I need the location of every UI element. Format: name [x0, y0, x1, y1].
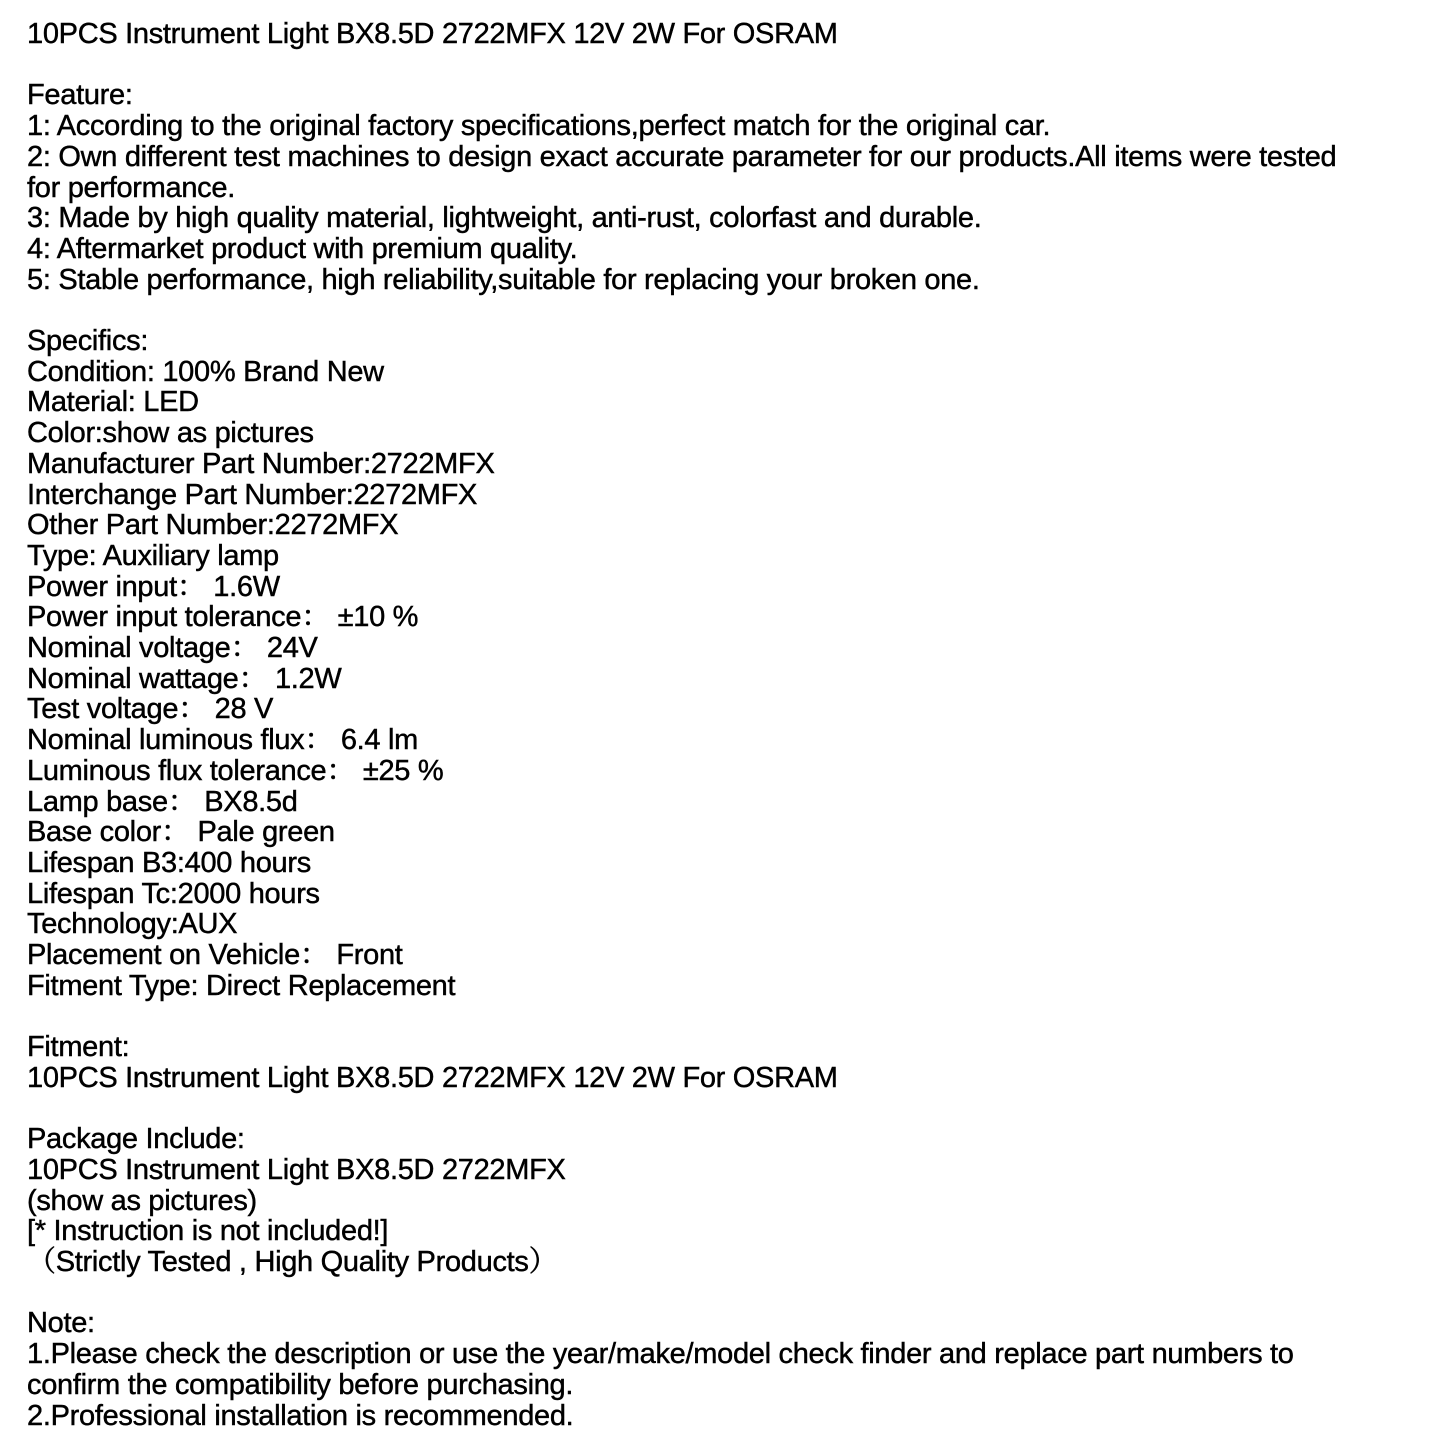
spec-lifespan-b3: Lifespan B3:400 hours [27, 846, 311, 879]
spec-power-input: Power input： 1.6W [27, 570, 280, 603]
text-line: for performance. [27, 171, 235, 204]
text-line: 2: Own different test machines to design exact accurate parameter for our products.All items were tested [27, 140, 1337, 173]
text-line: (show as pictures) [27, 1184, 257, 1217]
text-line: 4: Aftermarket product with premium quality. [27, 232, 578, 265]
text-line: 10PCS Instrument Light BX8.5D 2722MFX 12V 2W For OSRAM [27, 1061, 838, 1094]
note-section [27, 1308, 1425, 1431]
section-heading: Specifics: [27, 325, 149, 357]
text-line: 10PCS Instrument Light BX8.5D 2722MFX [27, 1153, 566, 1186]
spec-type: Type: Auxiliary lamp [27, 539, 279, 572]
section-heading: Feature: [27, 79, 133, 112]
spec-manufacturer-part-number: Manufacturer Part Number:2722MFX [27, 447, 495, 480]
specifics-section [27, 326, 1425, 1001]
spec-lifespan-tc: Lifespan Tc:2000 hours [27, 877, 320, 910]
spec-fitment-type: Fitment Type: Direct Replacement [27, 969, 456, 1002]
spec-lamp-base: Lamp base： BX8.5d [27, 785, 298, 818]
spec-other-part-number: Other Part Number:2272MFX [27, 509, 399, 542]
spec-material: Material: LED [27, 386, 199, 419]
text-line: 3: Made by high quality material, lightweight, anti-rust, colorfast and durable. [27, 202, 982, 235]
spec-nominal-luminous-flux: Nominal luminous flux： 6.4 lm [27, 724, 418, 757]
spec-luminous-flux-tolerance: Luminous flux tolerance： ±25 % [27, 754, 444, 787]
spec-color: Color:show as pictures [27, 417, 314, 450]
section-heading: Package Include: [27, 1123, 245, 1156]
text-line: 2.Professional installation is recommended. [27, 1399, 574, 1432]
page-title: 10PCS Instrument Light BX8.5D 2722MFX 12V 2W For OSRAM [27, 18, 838, 50]
text-line: （Strictly Tested , High Quality Products） [27, 1246, 558, 1279]
text-line: confirm the compatibility before purchasing. [27, 1368, 574, 1401]
title-section [27, 19, 1425, 50]
spec-nominal-voltage: Nominal voltage： 24V [27, 632, 318, 665]
text-line: 1: According to the original factory specifications,perfect match for the original car. [27, 110, 1051, 143]
package-section [27, 1124, 1425, 1278]
spec-power-input-tolerance: Power input tolerance： ±10 % [27, 601, 419, 634]
text-line: [* Instruction is not included!] [27, 1215, 389, 1248]
spec-base-color: Base color： Pale green [27, 816, 335, 849]
feature-section [27, 80, 1425, 295]
spec-nominal-wattage: Nominal wattage： 1.2W [27, 662, 342, 695]
spec-interchange-part-number: Interchange Part Number:2272MFX [27, 478, 478, 511]
text-line: 5: Stable performance, high reliability,suitable for replacing your broken one. [27, 263, 980, 296]
spec-condition: Condition: 100% Brand New [27, 355, 384, 388]
section-heading: Fitment: [27, 1031, 130, 1064]
text-line: 1.Please check the description or use the year/make/model check finder and replace part numbers to [27, 1338, 1294, 1371]
fitment-section [27, 1032, 1425, 1093]
spec-placement: Placement on Vehicle： Front [27, 939, 403, 972]
spec-test-voltage: Test voltage： 28 V [27, 693, 274, 726]
spec-technology: Technology:AUX [27, 908, 238, 941]
section-heading: Note: [27, 1307, 95, 1340]
